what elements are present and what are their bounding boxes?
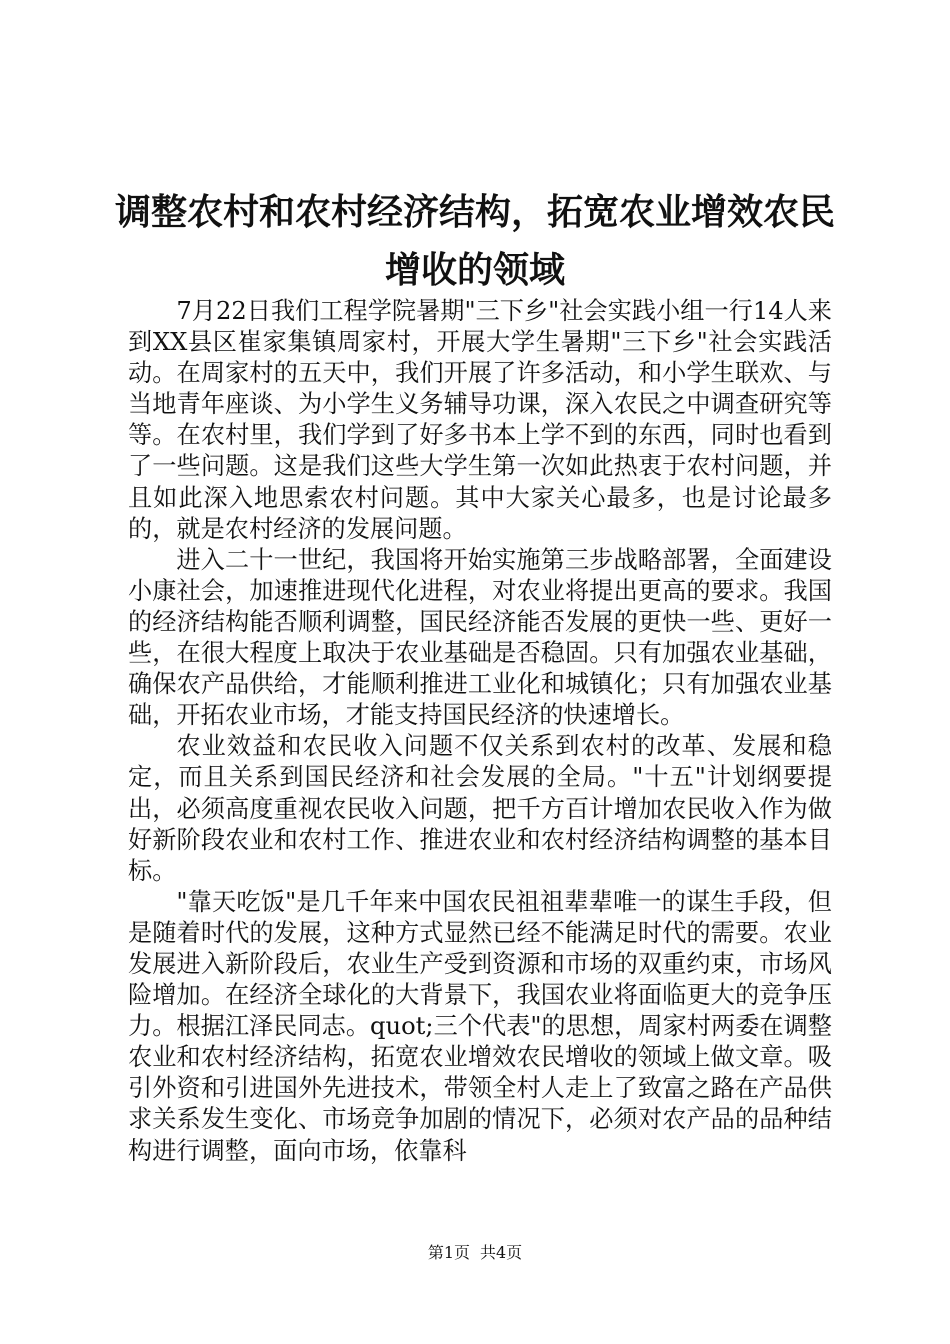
page-total: 共4页 <box>480 1243 523 1262</box>
page-footer <box>0 1242 950 1264</box>
paragraph-2: 进入二十一世纪，我国将开始实施第三步战略部署，全面建设小康社会，加速推进现代化进程，对农业将提出更高的要求。我国的经济结构能否顺利调整，国民经济能否发展的更快一些、更好一些，在很大程度上取决于农业基础是否稳固。只有加强农业基础，确保农产品供给，才能顺利推进工业化和城镇化；只有加强农业基础，开拓农业市场，才能支持国民经济的快速增长。 <box>128 545 832 730</box>
paragraph-1: 7月22日我们工程学院暑期"三下乡"社会实践小组一行14人来到XX县区崔家集镇周家村，开展大学生暑期"三下乡"社会实践活动。在周家村的五天中，我们开展了许多活动，和小学生联欢、与当地青年座谈、为小学生义务辅导功课，深入农民之中调查研究等等。在农村里，我们学到了好多书本上学不到的东西，同时也看到了一些问题。这是我们这些大学生第一次如此热衷于农村问题，并且如此深入地思索农村问题。其中大家关心最多，也是讨论最多的，就是农村经济的发展问题。 <box>128 297 832 543</box>
page-number: 第1页 <box>427 1243 470 1262</box>
document-title: 调整农村和农村经济结构，拓宽农业增效农民增收的领域 <box>114 191 835 291</box>
paragraph-3: 农业效益和农民收入问题不仅关系到农村的改革、发展和稳定，而且关系到国民经济和社会发展的全局。"十五"计划纲要提出，必须高度重视农民收入问题，把千方百计增加农民收入作为做好新阶段农业和农村工作、推进农业和农村经济结构调整的基本目标。 <box>128 732 832 885</box>
paragraph-4: "靠天吃饭"是几千年来中国农民祖祖辈辈唯一的谋生手段，但是随着时代的发展，这种方式显然已经不能满足时代的需要。农业发展进入新阶段后，农业生产受到资源和市场的双重约束，市场风险增加。在经济全球化的大背景下，我国农业将面临更大的竞争压力。根据江泽民同志。quot;三个代表"的思想，周家村两委在调整农业和农村经济结构，拓宽农业增效农民增收的领域上做文章。吸引外资和引进国外先进技术，带领全村人走上了致富之路在产品供求关系发生变化、市场竞争加剧的情况下，必须对农产品的品种结构进行调整，面向市场，依靠科 <box>128 887 832 1165</box>
document-body <box>128 296 832 1167</box>
